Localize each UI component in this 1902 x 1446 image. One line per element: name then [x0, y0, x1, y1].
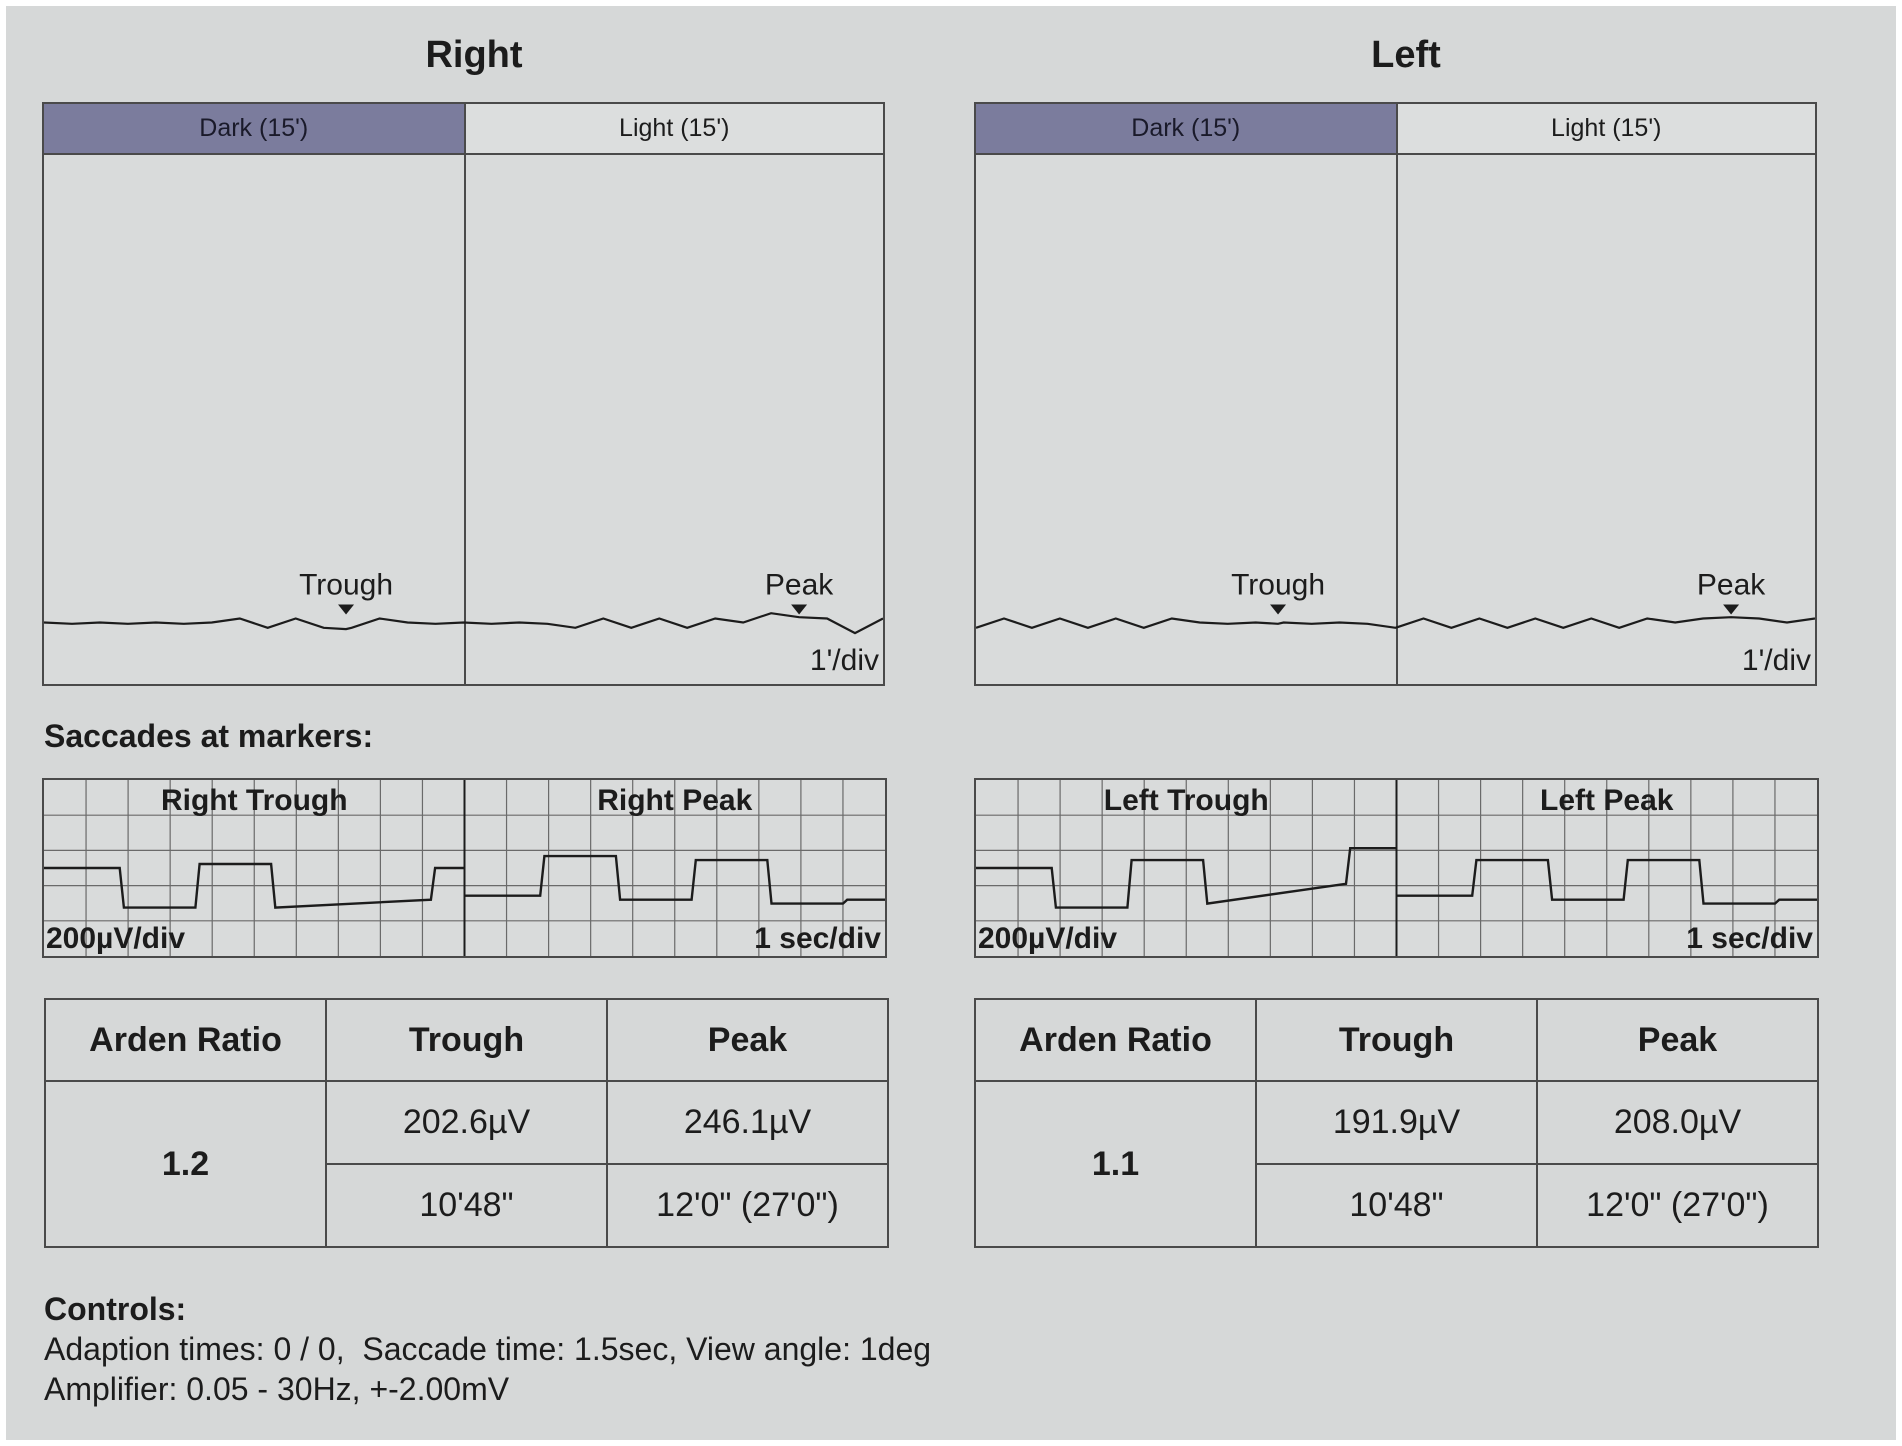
right-saccade-trough-label: Right Trough [160, 784, 348, 817]
right-header-ratio: Arden Ratio [45, 999, 326, 1081]
right-seconds-scale: 1 sec/div [754, 922, 881, 955]
left-trough-marker [1270, 605, 1286, 615]
left-peak-time: 12'0" (27'0") [1537, 1164, 1818, 1247]
right-light-header: Light (15') [464, 104, 884, 155]
left-amplitude-scale: 200µV/div [978, 922, 1118, 955]
right-eog-trace [44, 613, 883, 633]
left-trough-label: Trough [1231, 568, 1326, 602]
left-saccade-peak-label: Left Peak [1540, 784, 1674, 817]
left-header-peak: Peak [1537, 999, 1818, 1081]
right-trough-marker [338, 605, 354, 615]
right-time-scale: 1'/div [809, 644, 879, 677]
controls-line-adaption: Adaption times: 0 / 0, Saccade time: 1.5sec, View angle: 1deg [44, 1331, 932, 1367]
right-saccade-panel [42, 778, 887, 958]
right-arden-ratio: 1.2 [45, 1081, 326, 1247]
left-eog-chart [976, 104, 1815, 684]
left-header-ratio: Arden Ratio [975, 999, 1256, 1081]
left-peak-label: Peak [1696, 568, 1766, 602]
left-arden-ratio: 1.1 [975, 1081, 1256, 1247]
left-seconds-scale: 1 sec/div [1686, 922, 1813, 955]
left-peak-amplitude: 208.0µV [1537, 1081, 1818, 1164]
right-header-peak: Peak [607, 999, 888, 1081]
right-trough-label: Trough [299, 568, 394, 602]
right-peak-time: 12'0" (27'0") [607, 1164, 888, 1247]
right-arden-table [44, 998, 889, 1248]
left-trough-time: 10'48" [1256, 1164, 1537, 1247]
right-peak-amplitude: 246.1µV [607, 1081, 888, 1164]
left-saccade-trough-label: Left Trough [1103, 784, 1269, 817]
left-arden-table [974, 998, 1819, 1248]
report-sheet [6, 6, 1896, 1440]
left-eog-trace [976, 617, 1815, 628]
right-saccade-peak-label: Right Peak [597, 784, 753, 817]
right-header-trough: Trough [326, 999, 607, 1081]
right-trough-amplitude: 202.6µV [326, 1081, 607, 1164]
saccades-heading: Saccades at markers: [44, 718, 374, 754]
left-header-trough: Trough [1256, 999, 1537, 1081]
left-peak-marker [1723, 605, 1739, 615]
right-saccade-chart [44, 780, 885, 956]
left-saccade-chart [976, 780, 1817, 956]
right-eog-panel [42, 102, 885, 686]
controls-block [44, 1289, 931, 1409]
right-peak-marker [791, 605, 807, 615]
left-light-header: Light (15') [1396, 104, 1816, 155]
right-amplitude-scale: 200µV/div [46, 922, 186, 955]
right-eog-chart [44, 104, 883, 684]
right-trough-time: 10'48" [326, 1164, 607, 1247]
right-peak-label: Peak [764, 568, 834, 602]
left-saccade-panel [974, 778, 1819, 958]
controls-line-amplifier: Amplifier: 0.05 - 30Hz, +-2.00mV [44, 1371, 510, 1407]
right-eye-title: Right [425, 34, 523, 76]
left-trough-amplitude: 191.9µV [1256, 1081, 1537, 1164]
left-eye-title: Left [1371, 34, 1441, 76]
right-dark-header: Dark (15') [44, 104, 464, 155]
left-dark-header: Dark (15') [976, 104, 1396, 155]
controls-title: Controls: [44, 1291, 187, 1327]
left-eog-panel [974, 102, 1817, 686]
left-time-scale: 1'/div [1741, 644, 1811, 677]
